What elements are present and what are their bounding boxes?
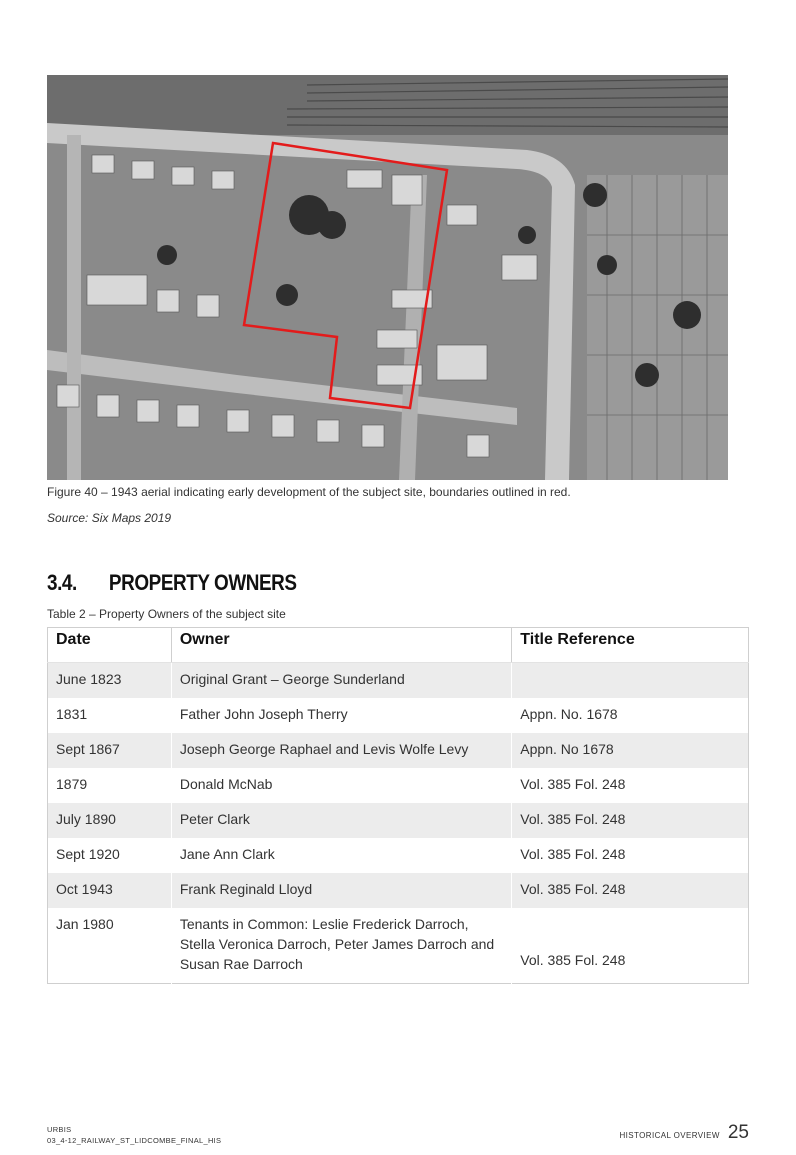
header-date: Date: [48, 628, 172, 663]
table-header-row: [48, 628, 749, 663]
figure-source: Source: Six Maps 2019: [47, 511, 172, 525]
header-owner: Owner: [171, 628, 511, 663]
cell-title: Vol. 385 Fol. 248: [512, 768, 749, 803]
table-row: [48, 873, 749, 908]
cell-owner: Frank Reginald Lloyd: [171, 873, 511, 908]
footer-section-name: HISTORICAL OVERVIEW: [619, 1131, 720, 1140]
footer-right: [619, 1122, 749, 1144]
footer-file-name: 03_4-12_RAILWAY_ST_LIDCOMBE_FINAL_HIS: [47, 1136, 222, 1145]
cell-owner: Peter Clark: [171, 803, 511, 838]
cell-date: July 1890: [48, 803, 172, 838]
table-row: [48, 768, 749, 803]
table-row: [48, 838, 749, 873]
cell-date: Oct 1943: [48, 873, 172, 908]
cell-title: Appn. No. 1678: [512, 698, 749, 733]
header-title-reference: Title Reference: [512, 628, 749, 663]
page-number: 25: [727, 1122, 749, 1143]
table-row: [48, 803, 749, 838]
cell-owner: Joseph George Raphael and Levis Wolfe Levy: [171, 733, 511, 768]
section-heading: [47, 570, 297, 598]
footer-company: URBIS: [47, 1125, 72, 1134]
cell-date: Sept 1867: [48, 733, 172, 768]
cell-title: [512, 663, 749, 698]
cell-owner: Tenants in Common: Leslie Frederick Darroch, Stella Veronica Darroch, Peter James Darroch and Susan Rae Darroch: [171, 908, 511, 984]
cell-date: Sept 1920: [56, 845, 120, 862]
cell-title: Vol. 385 Fol. 248: [512, 873, 749, 908]
cell-date: 1879: [56, 775, 88, 792]
cell-date: Jan 1980: [56, 915, 114, 932]
cell-owner: Original Grant – George Sunderland: [171, 663, 511, 698]
cell-owner: Jane Ann Clark: [171, 838, 511, 873]
footer-left: [47, 1124, 221, 1146]
aerial-photo-drawing: [47, 75, 728, 480]
aerial-photo: [47, 75, 728, 480]
cell-title: Vol. 385 Fol. 248: [512, 803, 749, 838]
table-row: [48, 663, 749, 698]
table-row: [48, 908, 749, 984]
cell-owner: Father John Joseph Therry: [171, 698, 511, 733]
section-title: PROPERTY OWNERS: [108, 570, 297, 595]
figure-caption: Figure 40 – 1943 aerial indicating early development of the subject site, boundaries outlined in red.: [47, 485, 571, 499]
property-owners-table: [47, 627, 749, 984]
cell-date: 1831: [56, 705, 88, 722]
cell-date: June 1823: [48, 663, 172, 698]
cell-title: Vol. 385 Fol. 248: [512, 908, 749, 984]
cell-title: Vol. 385 Fol. 248: [512, 838, 749, 873]
section-number: 3.4.: [47, 570, 77, 595]
table-row: [48, 698, 749, 733]
cell-owner: Donald McNab: [171, 768, 511, 803]
table-row: [48, 733, 749, 768]
cell-title: Appn. No 1678: [512, 733, 749, 768]
table-caption: Table 2 – Property Owners of the subject site: [47, 607, 286, 621]
